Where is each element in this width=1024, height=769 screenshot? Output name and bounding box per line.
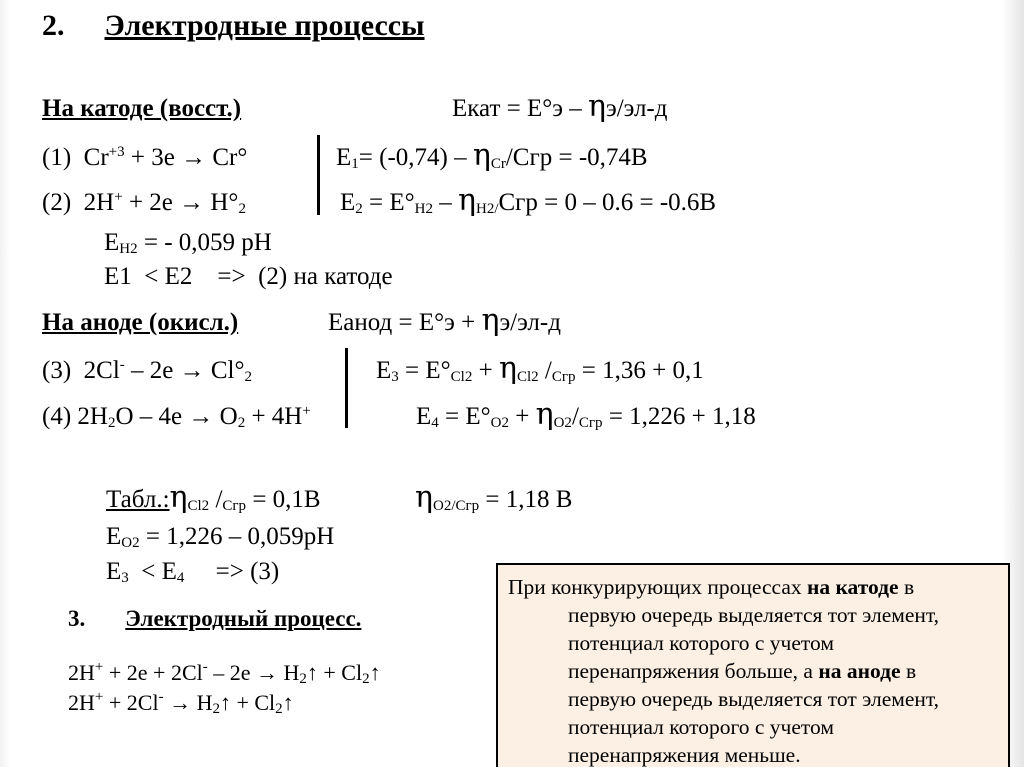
cathode-formula [452, 89, 668, 124]
note-line-3: потенциал которого с учетом [568, 631, 834, 655]
overall1-sub2: 2 [362, 671, 370, 687]
anode-divider [345, 348, 348, 428]
potential-3-b: = E° [398, 357, 451, 384]
potential-2-d: Cгр = 0 – 0.6 = -0.6В [498, 189, 717, 216]
potential-1-sub1: 1 [351, 156, 359, 172]
potential-2-c: – [433, 189, 458, 216]
potential-2-sub1: 2 [355, 201, 363, 217]
table-label: Табл.: [106, 486, 170, 513]
overall1-sub1: 2 [299, 671, 307, 687]
eta-symbol: η [588, 89, 606, 124]
note-l1a: При конкурирующих процессах [508, 575, 807, 599]
reaction-2 [42, 188, 246, 221]
eta-symbol: η [169, 480, 188, 515]
potential-4-e: = 1,226 + 1,18 [602, 403, 756, 430]
table-o-val: = 1,18 В [479, 486, 573, 513]
anode-formula-rest: э/эл-д [499, 309, 561, 336]
reaction-3-a: 2Cl [83, 357, 120, 384]
reaction-1-label: (1) [42, 144, 72, 171]
title-number: 2. [42, 9, 65, 42]
potential-3-c: + [472, 357, 499, 384]
reaction-4-sub2: 2 [237, 415, 246, 431]
reaction-4-c: + 4H [245, 403, 303, 430]
reaction-2-sup: + [114, 189, 123, 205]
note-l4c: в [900, 659, 917, 683]
potential-3-e: = 1,36 + 0,1 [575, 357, 704, 384]
reaction-3-label: (3) [42, 357, 72, 384]
page-title [42, 8, 425, 44]
note-l1b: на катоде [806, 575, 899, 599]
eta-symbol: η [535, 397, 554, 432]
overall2-b: + 2Cl [103, 690, 159, 715]
eh2-sub: H2 [119, 241, 138, 257]
note-line-6: потенциал которого с учетом [568, 715, 834, 739]
reaction-3-b: – 2e → Cl° [124, 357, 245, 384]
potential-4-sub4: Cгр [578, 415, 603, 431]
overall1-sup2: - [202, 659, 208, 675]
cathode-divider [317, 135, 320, 215]
cathode-formula-rest: э/эл-д [606, 95, 668, 122]
eh2-a: E [104, 229, 120, 256]
potential-4-sub1: 4 [431, 415, 439, 431]
overall1-b: + 2e + 2Cl [103, 660, 203, 685]
section-3-number: 3. [68, 606, 86, 631]
overall2-a: 2H [68, 690, 95, 715]
anode-heading: На аноде (окисл.) [42, 309, 239, 336]
table-cl-sub2: Cгр [222, 498, 247, 514]
potential-3-a: E [376, 357, 392, 384]
potential-3-d: / [538, 357, 552, 384]
note-l4b: на аноде [818, 659, 901, 683]
compare2-a: E [106, 558, 122, 585]
reaction-3-sup: - [119, 357, 125, 373]
cathode-compare: E1 < E2 => (2) на катоде [104, 263, 393, 290]
note-l4a: перенапряжения больше, а [568, 659, 819, 683]
potential-1-c: /Cгр = -0,74В [505, 144, 648, 171]
reaction-4-b: O – 4e → O [115, 403, 238, 430]
overall2-e: ↑ [282, 690, 294, 715]
potential-2-sub2: H2 [414, 201, 433, 217]
potential-3-sub4: Cгр [551, 369, 576, 385]
potential-3-sub3: Cl2 [516, 369, 539, 385]
anode-compare [106, 557, 279, 590]
reaction-2-b: + 2e → H° [122, 189, 239, 216]
overall2-c: → H [163, 690, 213, 715]
note-box [496, 563, 1010, 767]
potential-2-sub3: H2/ [475, 201, 499, 217]
overall1-a: 2H [68, 660, 95, 685]
reaction-1 [42, 143, 247, 176]
overall1-c: – 2e → H [207, 660, 300, 685]
potential-3-sub2: Cl2 [450, 369, 473, 385]
potential-4-b: = E° [438, 403, 491, 430]
potential-4-c: + [509, 403, 536, 430]
reaction-4-a: 2H [77, 403, 108, 430]
note-line-5: первую очередь выделяется тот элемент, [568, 687, 940, 711]
potential-3 [376, 351, 704, 389]
potential-2 [340, 183, 717, 221]
reaction-1-b: + 3e → Cr° [124, 144, 248, 171]
overall2-sup1: + [94, 689, 104, 705]
table-cl-val: = 0,1В [246, 486, 321, 513]
overall1-d: ↑ + Cl [306, 660, 363, 685]
reaction-4 [42, 402, 311, 435]
eta-symbol: η [498, 351, 517, 386]
compare2-sub2: 4 [176, 570, 185, 586]
note-line-1 [508, 573, 998, 601]
reaction-3 [42, 356, 252, 389]
compare2-c: => (3) [184, 558, 280, 585]
potential-1 [336, 138, 648, 176]
reaction-4-label: (4) [42, 403, 72, 430]
overall2-d: ↑ + Cl [219, 690, 276, 715]
overall-reaction-2 [68, 688, 294, 721]
table-o-sub: O2/Cгр [432, 498, 480, 514]
potential-4-a: E [416, 403, 432, 430]
potential-4-d: / [571, 403, 579, 430]
eh2-line [104, 228, 272, 261]
note-l1c: в [898, 575, 915, 599]
reaction-2-sub: 2 [238, 201, 246, 217]
note-line-4 [508, 657, 998, 685]
potential-2-a: E [340, 189, 356, 216]
potential-4-sub2: O2 [490, 415, 509, 431]
potential-3-sub1: 3 [391, 369, 399, 385]
eta-symbol: η [458, 183, 476, 218]
eta-symbol: η [481, 303, 500, 338]
cathode-heading: На катоде (восст.) [42, 95, 242, 122]
anode-formula [328, 303, 561, 338]
table-o2 [415, 480, 573, 518]
reaction-2-a: 2H [83, 189, 115, 216]
compare2-b: < E [128, 558, 177, 585]
table-cl-mid: / [209, 486, 223, 513]
reaction-1-sup: +3 [108, 144, 125, 160]
table-line [106, 480, 321, 518]
potential-4-sub3: O2 [553, 415, 572, 431]
cathode-formula-e: Eкат = E°э – [452, 95, 589, 122]
table-cl-sub: Cl2 [187, 498, 210, 514]
eh2-b: = - 0,059 pH [137, 229, 272, 256]
reaction-2-label: (2) [42, 189, 72, 216]
section-3-title [68, 604, 361, 634]
overall2-sub1: 2 [212, 701, 220, 717]
potential-1-b: = (-0,74) – [358, 144, 473, 171]
compare2-sub1: 3 [121, 570, 129, 586]
eo2-line [106, 522, 334, 555]
overall1-e: ↑ [369, 660, 381, 685]
eta-symbol: η [472, 138, 491, 173]
reaction-3-sub: 2 [244, 369, 252, 385]
reaction-1-a: Cr [83, 144, 109, 171]
overall2-sup2: - [158, 689, 164, 705]
potential-4 [416, 397, 756, 435]
overall-reaction-1 [68, 658, 381, 691]
eo2-a: E [106, 523, 122, 550]
title-text: Электродные процессы [104, 9, 425, 42]
potential-1-a: E [336, 144, 352, 171]
section-3-text: Электродный процесс. [125, 606, 362, 631]
reaction-4-sup: + [302, 403, 311, 419]
eo2-sub: O2 [121, 535, 140, 551]
eo2-b: = 1,226 – 0,059pH [139, 523, 335, 550]
potential-1-sub2: Cr [490, 156, 506, 172]
note-line-7: перенапряжения меньше. [568, 743, 801, 767]
anode-formula-e: Eанод = E°э + [328, 309, 482, 336]
eta-symbol: η [415, 480, 433, 515]
potential-2-b: = E° [362, 189, 415, 216]
note-line-2: первую очередь выделяется тот элемент, [568, 603, 940, 627]
reaction-4-sub1: 2 [107, 415, 116, 431]
slide-edge-left [0, 0, 10, 767]
overall1-sup1: + [94, 659, 104, 675]
overall2-sub2: 2 [275, 701, 283, 717]
